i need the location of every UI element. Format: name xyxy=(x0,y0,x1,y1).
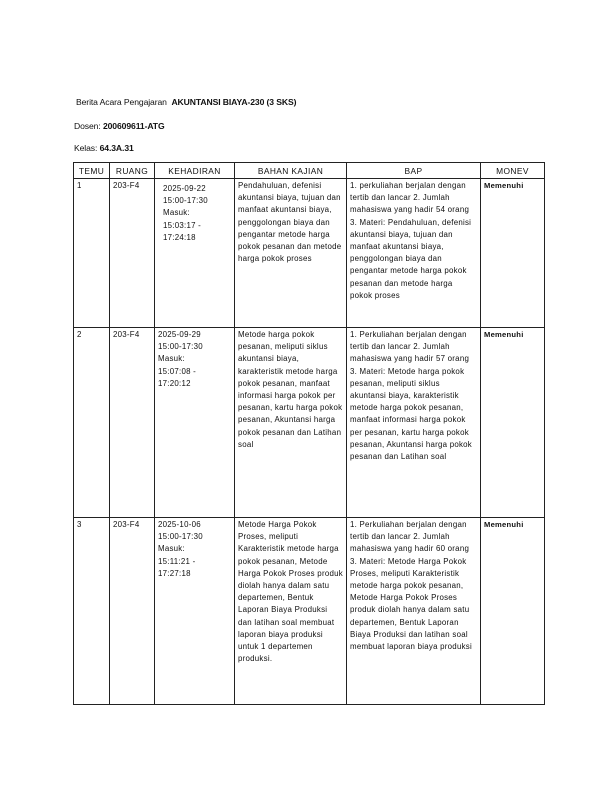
monev-cell: Memenuhi xyxy=(481,518,545,705)
bahan-kajian-cell: Metode Harga Pokok Proses, meliputi Karakteristik metode harga pokok pesanan, Metode Harga Pokok Proses produk diolah hanya dalam satu departemen, Bentuk Laporan Biaya Produksi dan latihan soal membuat laporan biaya produksi untuk 1 departemen produksi. xyxy=(235,518,347,705)
session-time: 15:00-17:30 xyxy=(158,342,203,352)
keluar-time: 17:27:18 xyxy=(158,568,191,578)
session-date: 2025-09-22 xyxy=(163,184,206,193)
attendance-table xyxy=(73,162,545,705)
temu-cell: 2 xyxy=(74,328,110,518)
kelas-label: Kelas: xyxy=(74,143,98,153)
kelas-line xyxy=(74,143,134,153)
keluar-time: 17:20:12 xyxy=(158,378,191,388)
dosen-line xyxy=(74,121,165,131)
monev-cell: Memenuhi xyxy=(481,328,545,518)
title-prefix: Berita Acara Pengajaran xyxy=(76,97,167,107)
column-header-bahan-kajian: BAHAN KAJIAN xyxy=(235,163,347,179)
session-time: 15:00-17:30 xyxy=(163,196,208,206)
table-row xyxy=(74,518,545,705)
kelas-value: 64.3A.31 xyxy=(99,143,134,153)
monev-cell: Memenuhi xyxy=(481,179,545,328)
dosen-value: 200609611-ATG xyxy=(102,121,165,131)
table-row xyxy=(74,179,545,328)
document-title xyxy=(76,97,296,107)
temu-cell: 3 xyxy=(74,518,110,705)
masuk-time: 15:11:21 - xyxy=(158,556,196,566)
session-date: 2025-09-29 xyxy=(158,330,201,339)
bahan-kajian-cell: Pendahuluan, defenisi akuntansi biaya, tujuan dan manfaat akuntansi biaya, penggolongan biaya dan pengantar metode harga pokok pesanan dan metode harga pokok proses xyxy=(235,179,347,328)
ruang-cell: 203-F4 xyxy=(110,518,155,705)
kehadiran-cell xyxy=(155,328,235,518)
masuk-label: Masuk: xyxy=(158,354,185,364)
ruang-cell: 203-F4 xyxy=(110,328,155,518)
bap-cell: 1. Perkuliahan berjalan dengan tertib dan lancar 2. Jumlah mahasiswa yang hadir 57 orang 3. Materi: Metode harga pokok pesanan, meliputi siklus akuntansi biaya, karakteristik metode harga pokok pesanan, manfaat informasi harga pokok per pesanan, kartu harga pokok pesanan, Akuntansi harga pokok pesanan dan Latihan soal xyxy=(347,328,481,518)
column-header-temu: TEMU xyxy=(74,163,110,179)
session-time: 15:00-17:30 xyxy=(158,532,203,542)
table-header-row xyxy=(74,163,545,179)
column-header-kehadiran: KEHADIRAN xyxy=(155,163,235,179)
temu-cell: 1 xyxy=(74,179,110,328)
kehadiran-cell xyxy=(155,518,235,705)
kehadiran-cell xyxy=(155,179,235,328)
bap-cell: 1. perkuliahan berjalan dengan tertib dan lancar 2. Jumlah mahasiswa yang hadir 54 orang 3. Materi: Pendahuluan, defenisi akuntansi biaya, tujuan dan manfaat akuntansi biaya, penggolongan biaya dan pengantar metode harga pokok pesanan dan metode harga pokok proses xyxy=(347,179,481,328)
keluar-time: 17:24:18 xyxy=(163,232,196,242)
course-name: AKUNTANSI BIAYA-230 (3 SKS) xyxy=(171,97,297,107)
masuk-time: 15:03:17 - xyxy=(163,220,202,230)
ruang-cell: 203-F4 xyxy=(110,179,155,328)
masuk-label: Masuk: xyxy=(158,544,185,554)
masuk-time: 15:07:08 - xyxy=(158,366,197,376)
column-header-monev: MONEV xyxy=(481,163,545,179)
bap-cell: 1. Perkuliahan berjalan dengan tertib dan lancar 2. Jumlah mahasiswa yang hadir 60 orang 3. Materi: Metode Harga Pokok Proses, meliputi Karakteristik metode harga pokok pesanan, Metode Harga Pokok Proses produk diolah hanya dalam satu departemen, Bentuk Laporan Biaya Produksi dan latihan soal membuat laporan biaya produksi xyxy=(347,518,481,705)
session-date: 2025-10-06 xyxy=(158,520,201,529)
column-header-ruang: RUANG xyxy=(110,163,155,179)
dosen-label: Dosen: xyxy=(74,121,101,131)
column-header-bap: BAP xyxy=(347,163,481,179)
masuk-label: Masuk: xyxy=(163,208,190,218)
bahan-kajian-cell: Metode harga pokok pesanan, meliputi siklus akuntansi biaya, karakteristik metode harga pokok pesanan, manfaat informasi harga pokok per pesanan, kartu harga pokok pesanan, Akuntansi harga pokok pesanan dan Latihan soal xyxy=(235,328,347,518)
table-row xyxy=(74,328,545,518)
